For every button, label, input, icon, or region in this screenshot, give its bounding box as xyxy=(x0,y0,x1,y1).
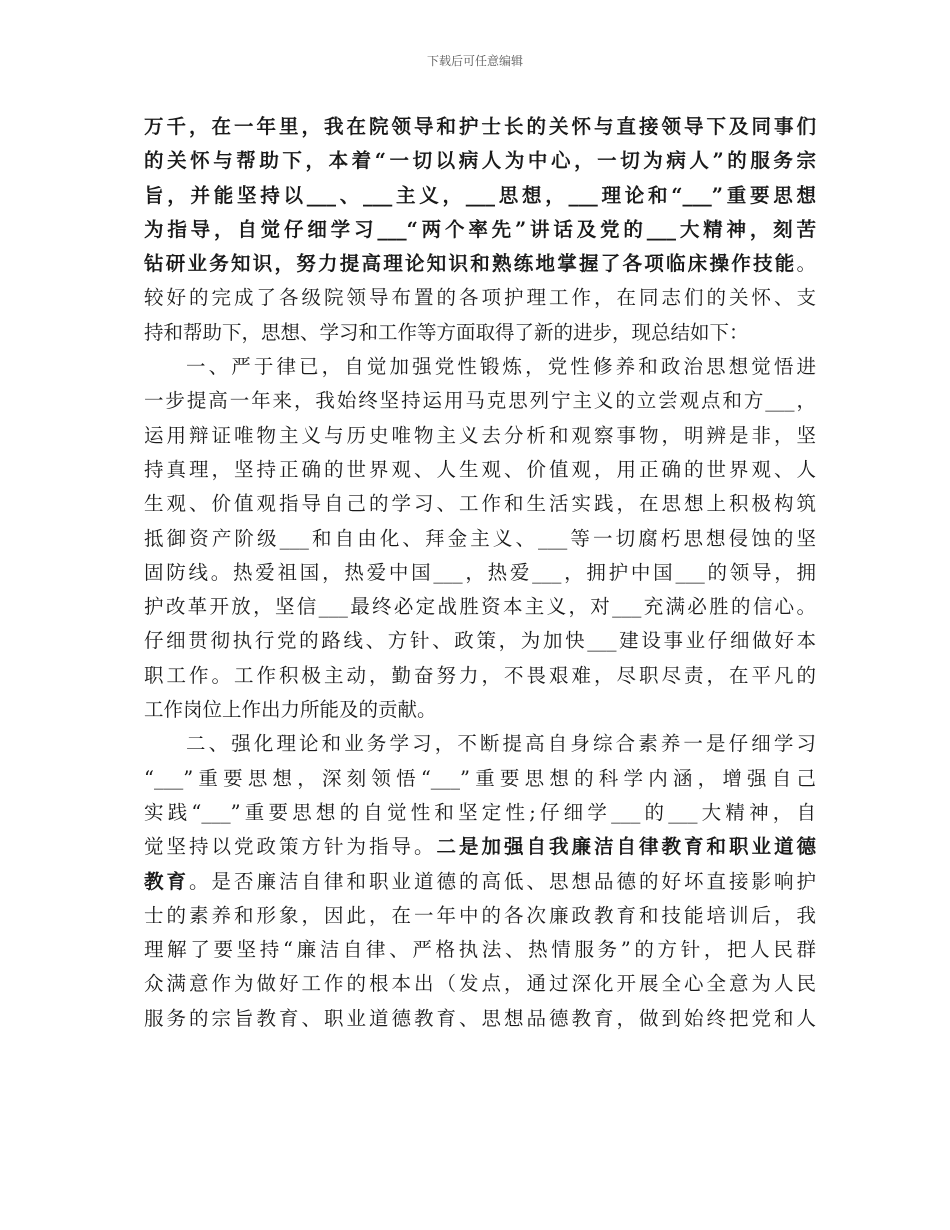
text-line xyxy=(144,796,816,830)
bold-text: 二是加强自我廉洁自律教育和职业道德 xyxy=(436,835,816,859)
body-text: 一步提高一年来，我始终坚持运用马克思列宁主义的立尝观点和方___， xyxy=(144,389,816,413)
body-text: 工作岗位上作出力所能及的贡献。 xyxy=(144,698,437,722)
body-text: 一、严于律已，自觉加强党性锻炼，党性修养和政治思想觉悟进 xyxy=(186,355,816,379)
body-text: 。 xyxy=(796,252,816,276)
body-text: 仔细贯彻执行党的路线、方针、政策，为加快___建设事业仔细做好本 xyxy=(144,629,816,653)
bold-text: 旨，并能坚持以___、___主义，___思想，___理论和“___”重要思想 xyxy=(144,183,816,207)
body-text: 持和帮助下，思想、学习和工作等方面取得了新的进步，现总结如下： xyxy=(144,320,749,344)
text-line xyxy=(144,522,816,556)
text-line xyxy=(144,487,816,521)
text-line xyxy=(144,762,816,796)
body-text: 抵御资产阶级___和自由化、拜金主义、___等一切腐朽思想侵蚀的坚 xyxy=(144,526,816,550)
bold-text: 教育 xyxy=(144,869,189,893)
body-text: 觉坚持以党政策方针为指导。 xyxy=(144,835,437,859)
body-text: “___”重要思想，深刻领悟“___”重要思想的科学内涵，增强自己 xyxy=(144,766,816,790)
text-line xyxy=(144,899,816,933)
text-line xyxy=(144,281,816,315)
body-text: 服务的宗旨教育、职业道德教育、思想品德教育，做到始终把党和人 xyxy=(144,1006,816,1030)
body-text: 二、强化理论和业务学习，不断提高自身综合素养一是仔细学习 xyxy=(186,732,816,756)
text-line xyxy=(144,110,816,144)
body-text: 理解了要坚持“廉洁自律、严格执法、热情服务”的方针，把人民群 xyxy=(144,938,816,962)
text-line xyxy=(144,727,816,761)
body-text: 士的素养和形象，因此，在一年中的各次廉政教育和技能培训后，我 xyxy=(144,903,816,927)
text-line xyxy=(144,247,816,281)
bold-text: 钻研业务知识，努力提高理论知识和熟练地掌握了各项临床操作技能 xyxy=(144,252,797,276)
text-line xyxy=(144,865,816,899)
body-text: 较好的完成了各级院领导布置的各项护理工作，在同志们的关怀、支 xyxy=(144,286,816,310)
bold-text: 的关怀与帮助下，本着“一切以病人为中心，一切为病人”的服务宗 xyxy=(144,149,816,173)
body-text: 运用辩证唯物主义与历史唯物主义去分析和观察事物，明辨是非，坚 xyxy=(144,423,816,447)
text-line xyxy=(144,556,816,590)
text-line xyxy=(144,316,816,350)
text-line xyxy=(144,144,816,178)
text-line xyxy=(144,453,816,487)
body-text: 护改革开放，坚信___最终必定战胜资本主义，对___充满必胜的信心。 xyxy=(144,595,816,619)
body-text: 职工作。工作积极主动，勤奋努力，不畏艰难，尽职尽责，在平凡的 xyxy=(144,663,816,687)
body-text: 实践“___”重要思想的自觉性和坚定性;仔细学___的___大精神，自 xyxy=(144,800,816,824)
body-text: 持真理，坚持正确的世界观、人生观、价值观，用正确的世界观、人 xyxy=(144,457,816,481)
body-text: 。是否廉洁自律和职业道德的高低、思想品德的好坏直接影响护 xyxy=(189,869,816,893)
text-line xyxy=(144,419,816,453)
text-line xyxy=(144,1002,816,1036)
text-line xyxy=(144,830,816,864)
page-header: 下载后可任意编辑 xyxy=(426,54,523,68)
body-text: 生观、价值观指导自己的学习、工作和生活实践，在思想上积极构筑 xyxy=(144,492,816,516)
text-line xyxy=(144,213,816,247)
document-body xyxy=(144,110,816,1036)
bold-text: 万千，在一年里，我在院领导和护士长的关怀与直接领导下及同事们 xyxy=(144,115,816,138)
text-line xyxy=(144,933,816,967)
text-line xyxy=(144,693,816,727)
text-line xyxy=(144,967,816,1001)
text-line xyxy=(144,179,816,213)
text-line xyxy=(144,384,816,418)
text-line xyxy=(144,659,816,693)
body-text: 众满意作为做好工作的根本出（发点，通过深化开展全心全意为人民 xyxy=(144,972,816,996)
text-line xyxy=(144,350,816,384)
text-line xyxy=(144,590,816,624)
text-line xyxy=(144,624,816,658)
bold-text: 为指导，自觉仔细学习___“两个率先”讲话及党的___大精神，刻苦 xyxy=(144,217,816,241)
body-text: 固防线。热爱祖国，热爱中国___，热爱___，拥护中国___的领导，拥 xyxy=(144,560,816,584)
